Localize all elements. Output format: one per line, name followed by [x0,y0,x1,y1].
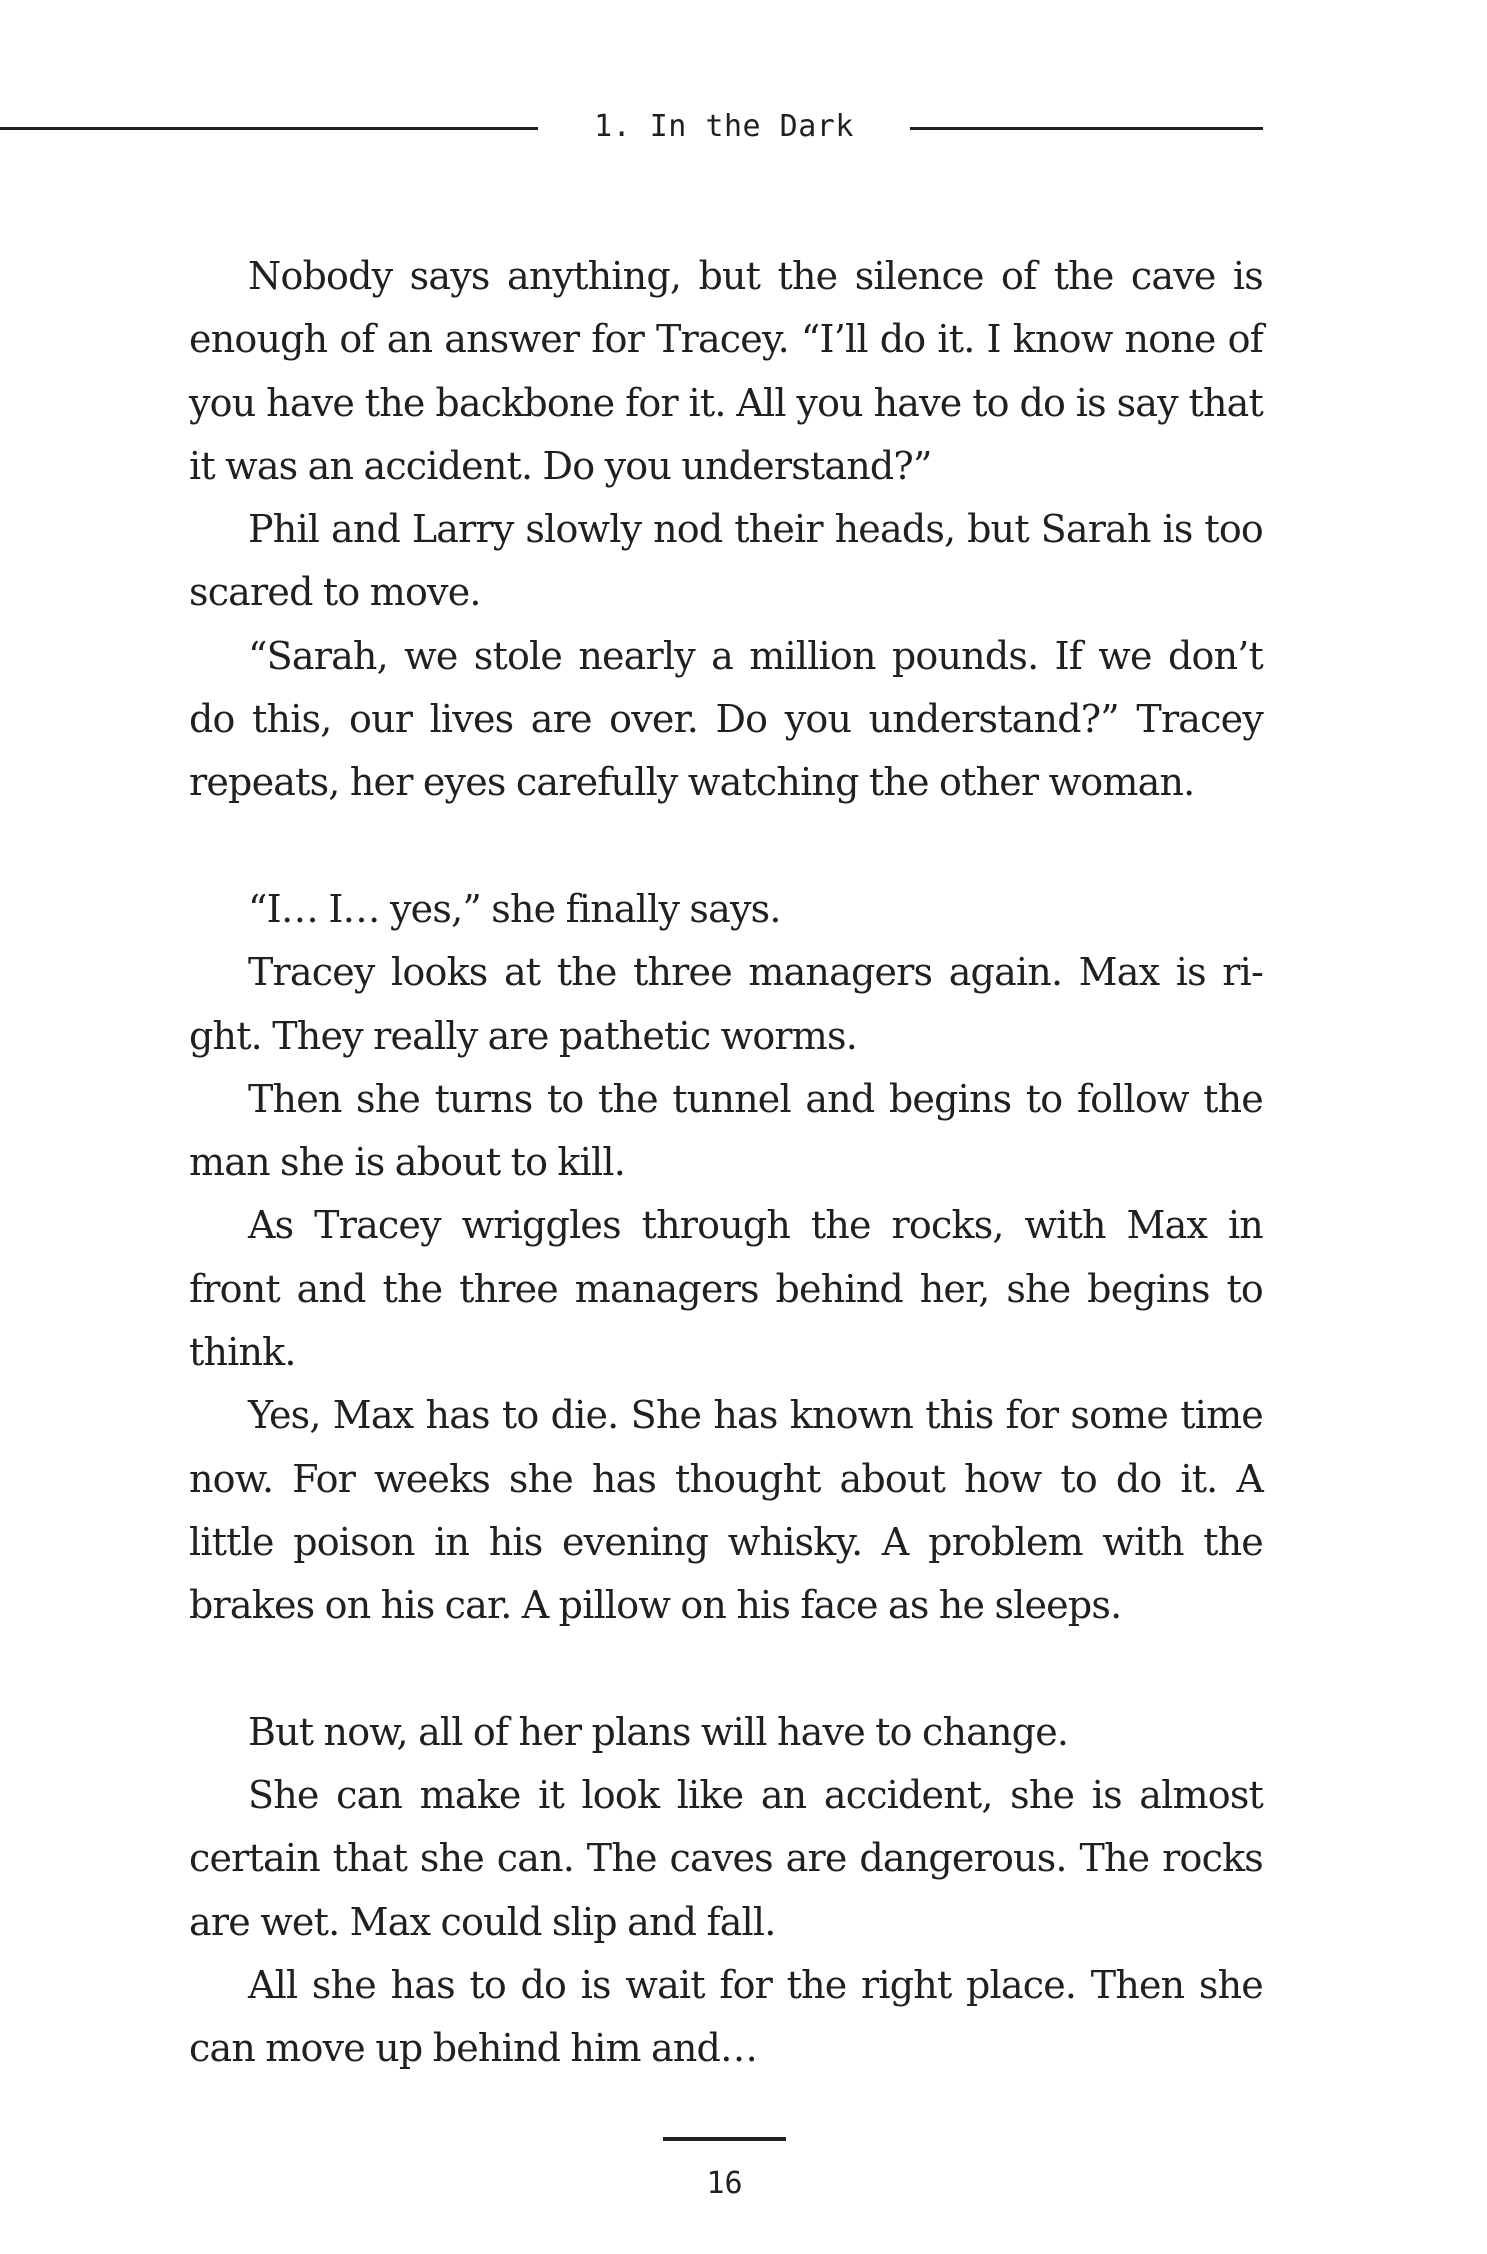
header-rule-right [910,127,1263,130]
footer-rule [663,2137,786,2141]
paragraph: Then she turns to the tunnel and begins to follow the man she is about to kill. [189,1076,1263,1185]
paragraph: All she has to do is wait for the right place. Then she can move up behind him and… [189,1963,1263,2071]
paragraph: “I… I… yes,” she finally says. [248,886,781,931]
running-header [0,105,1487,155]
paragraph: Yes, Max has to die. She has known this for some time now. For weeks she has thought about how to do it. A little poison in his evening whisky. A problem with the brakes on his car. A pillow on his face as he sleeps. [189,1393,1263,1628]
paragraph: But now, all of her plans will have to change. [248,1709,1069,1754]
page-number: 16 [706,2166,743,2201]
paragraph: Nobody says anything, but the silence of the cave is enough of an answer for Tracey. “I’ll do it. I know none of you have the backbone for it. All you have to do is say that it was an accident. Do you understand?” [189,254,1263,488]
body-text [189,245,1263,2081]
paragraph: Tracey looks at the three managers again. Max is ri-ght. They really are pathetic worms. [189,950,1263,1058]
paragraph: She can make it look like an accident, she is almost certain that she can. The caves are dangerous. The rocks are wet. Max could slip and fall. [189,1773,1263,1944]
paragraph: “Sarah, we stole nearly a million pounds. If we don’t do this, our lives are over. Do you understand?” Tracey repeats, her eyes carefully watching the other woman. [189,633,1263,805]
paragraph: Phil and Larry slowly nod their heads, but Sarah is too scared to move. [189,507,1263,615]
paragraph: As Tracey wriggles through the rocks, with Max in front and the three managers behind her, she begins to think. [189,1203,1263,1375]
header-rule-left [0,127,538,130]
chapter-title: 1. In the Dark [594,109,854,144]
